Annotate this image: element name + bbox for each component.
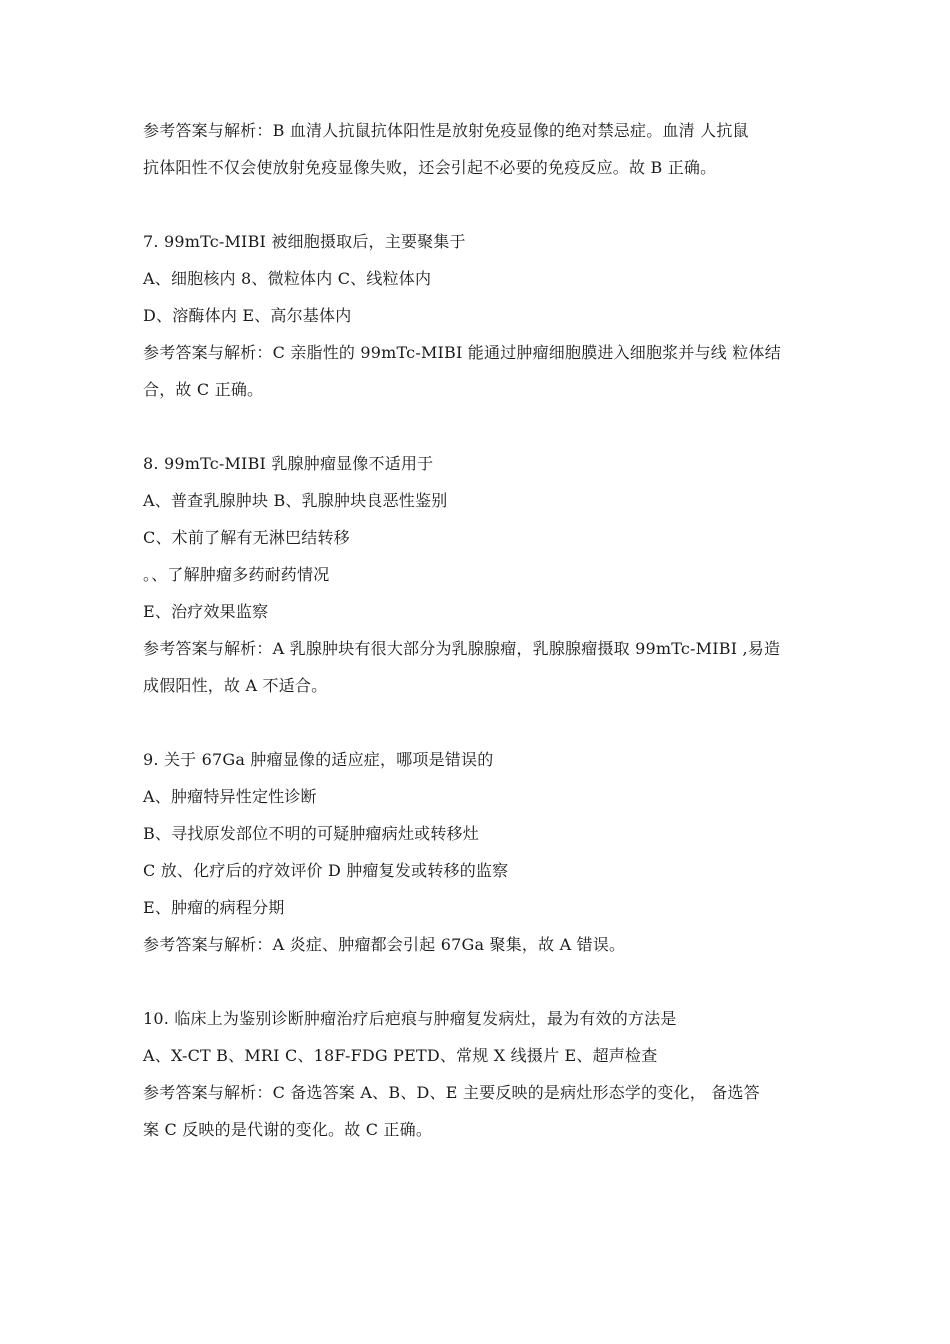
option-line: C 放、化疗后的疗效评价 D 肿瘤复发或转移的监察 [143,861,509,880]
answer-line: 成假阳性，故 A 不适合。 [143,676,328,695]
question-stem: 7. 99mTc-MIBI 被细胞摄取后，主要聚集于 [143,232,466,251]
question-10 [143,1000,819,1148]
answer-line: 合，故 C 正确。 [143,380,264,399]
option-line: A、X-CT B、MRI C、18F-FDG PETD、常规 X 线摄片 E、超声检查 [143,1046,658,1065]
option-line: E、肿瘤的病程分期 [143,898,285,917]
option-line: B、寻找原发部位不明的可疑肿瘤病灶或转移灶 [143,824,479,843]
answer-block-6 [143,112,819,186]
answer-line: 参考答案与解析：C 备选答案 A、B、D、E 主要反映的是病灶形态学的变化， 备选答 [143,1083,760,1102]
question-stem: 10. 临床上为鉴别诊断肿瘤治疗后疤痕与肿瘤复发病灶，最为有效的方法是 [143,1009,677,1028]
question-7 [143,223,819,408]
question-stem: 8. 99mTc-MIBI 乳腺肿瘤显像不适用于 [143,454,434,473]
spacer [143,704,819,741]
option-line: C、术前了解有无淋巴结转移 [143,528,350,547]
spacer [143,963,819,1000]
answer-line: 案 C 反映的是代谢的变化。故 C 正确。 [143,1120,433,1139]
answer-line: 抗体阳性不仅会使放射免疫显像失败，还会引起不必要的免疫反应。故 B 正确。 [143,158,717,177]
spacer [143,186,819,223]
question-8 [143,445,819,704]
option-line: A、肿瘤特异性定性诊断 [143,787,317,806]
answer-line: 参考答案与解析：A 炎症、肿瘤都会引起 67Ga 聚集，故 A 错误。 [143,935,626,954]
spacer [143,408,819,445]
question-stem: 9. 关于 67Ga 肿瘤显像的适应症，哪项是错误的 [143,750,494,769]
answer-line: 参考答案与解析：B 血清人抗鼠抗体阳性是放射免疫显像的绝对禁忌症。血清 人抗鼠 [143,121,749,140]
option-line: A、细胞核内 8、微粒体内 C、线粒体内 [143,269,432,288]
option-line: D、溶酶体内 E、高尔基体内 [143,306,352,325]
answer-line: 参考答案与解析：C 亲脂性的 99mTc-MIBI 能通过肿瘤细胞膜进入细胞浆并与线 粒体结 [143,343,781,362]
question-9 [143,741,819,963]
answer-line: 参考答案与解析：A 乳腺肿块有很大部分为乳腺腺瘤，乳腺腺瘤摄取 99mTc-MIBI ,易造 [143,639,781,658]
option-line: 。、了解肿瘤多药耐药情况 [143,565,330,584]
option-line: A、普查乳腺肿块 B、乳腺肿块良恶性鉴别 [143,491,448,510]
option-line: E、治疗效果监察 [143,602,269,621]
document-page [143,112,819,1148]
